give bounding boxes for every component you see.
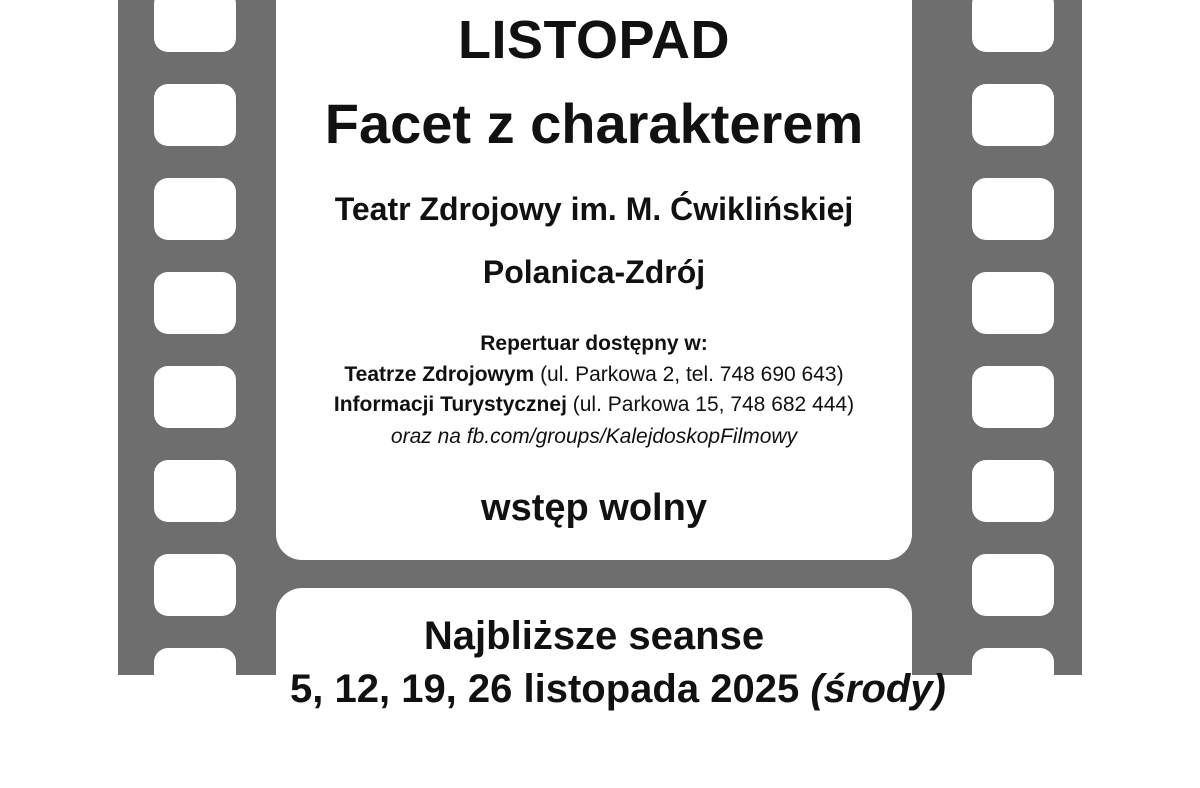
sprocket-hole	[972, 178, 1054, 240]
film-title: Facet z charakterem	[324, 91, 864, 155]
upcoming-screenings-dates	[290, 667, 946, 712]
sprocket-hole	[972, 84, 1054, 146]
film-sprockets-left	[118, 0, 210, 675]
venue-name: Teatr Zdrojowy im. M. Ćwiklińskiej	[334, 191, 854, 228]
sprocket-hole	[154, 84, 236, 146]
sprocket-hole	[972, 554, 1054, 616]
repertoire-info	[290, 329, 898, 453]
upcoming-screenings-panel	[276, 588, 946, 788]
sprocket-hole	[154, 272, 236, 334]
repertoire-location-tourist-info-details: (ul. Parkowa 15, 748 682 444)	[572, 392, 855, 416]
upcoming-dates-weekday: (środy)	[810, 667, 946, 711]
sprocket-hole	[972, 460, 1054, 522]
sprocket-hole	[972, 272, 1054, 334]
repertoire-facebook-link[interactable]: oraz na fb.com/groups/KalejdoskopFilmowy	[390, 425, 798, 449]
city-name: Polanica-Zdrój	[482, 254, 706, 291]
sprocket-hole	[154, 0, 236, 52]
sprocket-hole	[154, 178, 236, 240]
upcoming-screenings-heading: Najbliższe seanse	[423, 614, 765, 658]
repertoire-location-tourist-info-label: Informacji Turystycznej	[333, 392, 567, 416]
main-content-panel	[276, 0, 912, 560]
month-heading: LISTOPAD	[457, 10, 731, 70]
repertoire-location-theatre-label: Teatrze Zdrojowym	[344, 362, 535, 386]
sprocket-hole	[972, 366, 1054, 428]
upcoming-dates-text: 5, 12, 19, 26 listopada 2025	[290, 667, 811, 711]
sprocket-hole	[154, 554, 236, 616]
sprocket-hole	[154, 460, 236, 522]
repertoire-location-tourist-info	[290, 390, 898, 420]
film-sprockets-right	[960, 0, 1052, 675]
sprocket-hole	[972, 648, 1054, 710]
repertoire-location-theatre-details: (ul. Parkowa 2, tel. 748 690 643)	[540, 362, 844, 386]
repertoire-heading: Repertuar dostępny w:	[480, 332, 708, 356]
sprocket-hole	[972, 0, 1054, 52]
sprocket-hole	[154, 366, 236, 428]
sprocket-hole	[154, 648, 236, 710]
free-entry-note: wstęp wolny	[481, 486, 707, 529]
repertoire-location-theatre	[290, 360, 898, 390]
